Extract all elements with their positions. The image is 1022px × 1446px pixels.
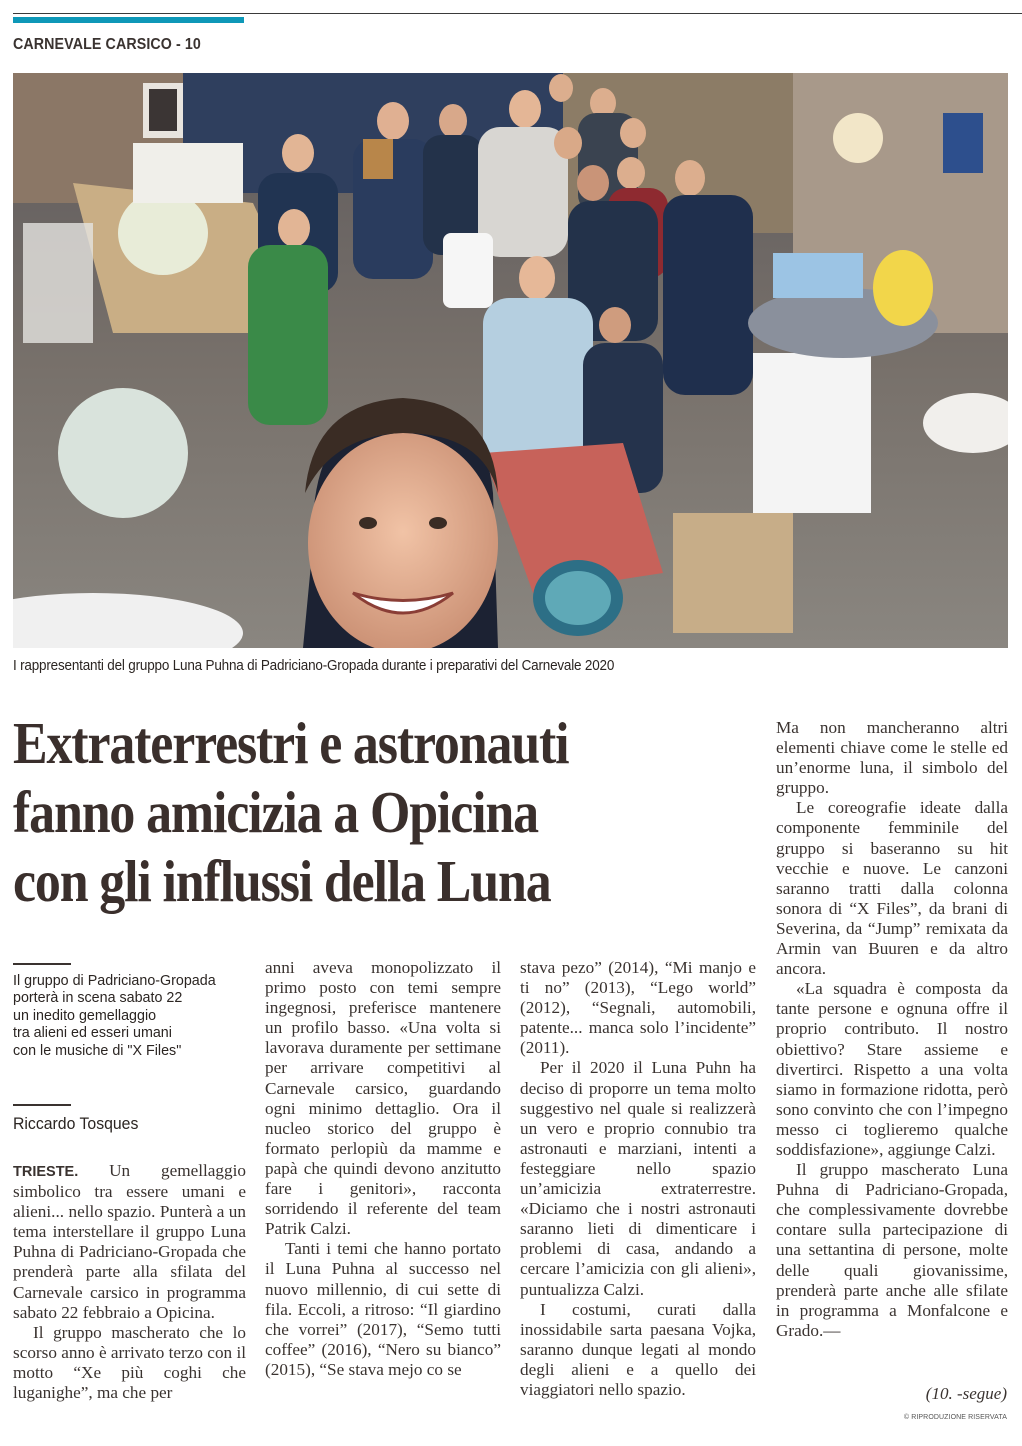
- top-rule: [13, 13, 1022, 14]
- paragraph: Per il 2020 il Luna Puhn ha deciso di proporre un tema molto suggestivo nel quale si realizzerà un vero e proprio connubio tra astronauti e marziani, intenti a festeggiare nello spazio un’amicizia extraterrestre. «Diciamo che i nostri astronauti saranno lieti di dimenticare i problemi di casa, andando a cercare l’amicizia con gli alieni», puntualizza Calzi.: [520, 1058, 756, 1299]
- article-column-3: [520, 958, 756, 1400]
- article-column-4: [776, 718, 1008, 1341]
- summary-divider: [13, 963, 71, 965]
- section-label: CARNEVALE CARSICO - 10: [13, 36, 201, 53]
- summary-line: tra alieni ed esseri umani: [13, 1025, 172, 1042]
- article-photo: [13, 73, 1008, 648]
- paragraph: Tanti i temi che hanno portato il Luna Puhna al successo nel nuovo millennio, di cui sette di fila. Eccoli, a ritroso: “Il giardino che vorrei” (2017), “Semo tutti coffee” (2016), “Nero su bianco” (2015), “Se stava mejo co se: [265, 1239, 501, 1379]
- paragraph: I costumi, curati dalla inossidabile sarta paesana Vojka, saranno dunque legati al mondo degli alieni e a quello dei viaggiatori nello spazio.: [520, 1299, 756, 1399]
- headline-line: fanno amicizia a Opicina: [13, 779, 538, 845]
- article-column-1: [13, 1161, 246, 1403]
- paragraph: stava pezo” (2014), “Mi manjo e ti no” (2013), “Lego world” (2012), “Segnali, automobili, patente... manca solo l’incidente” (2011).: [520, 958, 756, 1058]
- paragraph: anni aveva monopolizzato il primo posto con temi sempre ingegnosi, preferisce mantenere un profilo basso. «Una volta si lavorava duramente per settimane per arrivare competitivi al Carnevale carsico, guardando ogni minimo dettaglio. Ora il nucleo storico del gruppo è formato perlopiù da mamme e papà che quindi devono anzitutto fare i genitori», racconta sorridendo il referente del team Patrik Calzi.: [265, 958, 501, 1239]
- paragraph: Il gruppo mascherato che lo scorso anno è arrivato terzo con il motto “Xe più coghi che luganighe”, ma che per: [13, 1322, 246, 1403]
- photo-caption: I rappresentanti del gruppo Luna Puhna di Padriciano-Gropada durante i preparativi del Carnevale 2020: [13, 658, 615, 674]
- article-column-2: [265, 958, 501, 1380]
- summary: [13, 973, 253, 1060]
- headline-line: Extraterrestri e astronauti: [13, 710, 569, 776]
- summary-line: Il gruppo di Padriciano-Gropada: [13, 973, 216, 989]
- paragraph: «La squadra è composta da tante persone e ognuna offre il proprio contributo. Il nostro obiettivo? Stare assieme e divertirci. Rispetto a una volta siamo in formazione ridotta, però sono convinto che con l’impegno messo ci toglieremo qualche soddisfazione», aggiunge Calzi.: [776, 979, 1008, 1159]
- summary-line: porterà in scena sabato 22: [13, 990, 183, 1007]
- continuation-note: (10. -segue): [925, 1384, 1007, 1403]
- dateline: TRIESTE.: [13, 1164, 79, 1180]
- summary-line: un inedito gemellaggio: [13, 1007, 157, 1024]
- paragraph: Il gruppo mascherato Luna Puhna di Padriciano-Gropada, che complessivamente dovrebbe contare sulla partecipazione di una settantina di persone, molte delle quali giovanissime, prenderà parte anche alle sfilate in programma a Monfalcone e Grado.—: [776, 1160, 1008, 1340]
- headline: [13, 709, 682, 916]
- paragraph: Ma non mancheranno altri elementi chiave come le stelle ed un’enorme luna, il simbolo del gruppo.: [776, 718, 1008, 798]
- paragraph: TRIESTE. Un gemellaggio simbolico tra essere umani e alieni... nello spazio. Punterà a un tema interstellare il gruppo Luna Puhna di Padriciano-Gropada che prenderà parte alla sfilata del Carnevale carsico in programma sabato 22 febbraio a Opicina.: [13, 1161, 246, 1322]
- copyright-notice: © RIPRODUZIONE RISERVATA: [903, 1414, 1007, 1421]
- paragraph: Le coreografie ideate dalla componente femminile del gruppo si baseranno su hit vecchie e nuove. Le canzoni saranno tratti dalla colonna sonora di “X Files”, da brani di Severina, da “Jump” remixata da Armin van Buuren e da altro ancora.: [776, 798, 1008, 979]
- group-selfie-image: [13, 73, 1008, 648]
- section-accent-bar: [13, 17, 244, 23]
- headline-line: con gli influssi della Luna: [13, 848, 551, 914]
- summary-line: con le musiche di "X Files": [13, 1042, 182, 1059]
- byline-divider: [13, 1104, 71, 1106]
- byline: Riccardo Tosques: [13, 1114, 139, 1133]
